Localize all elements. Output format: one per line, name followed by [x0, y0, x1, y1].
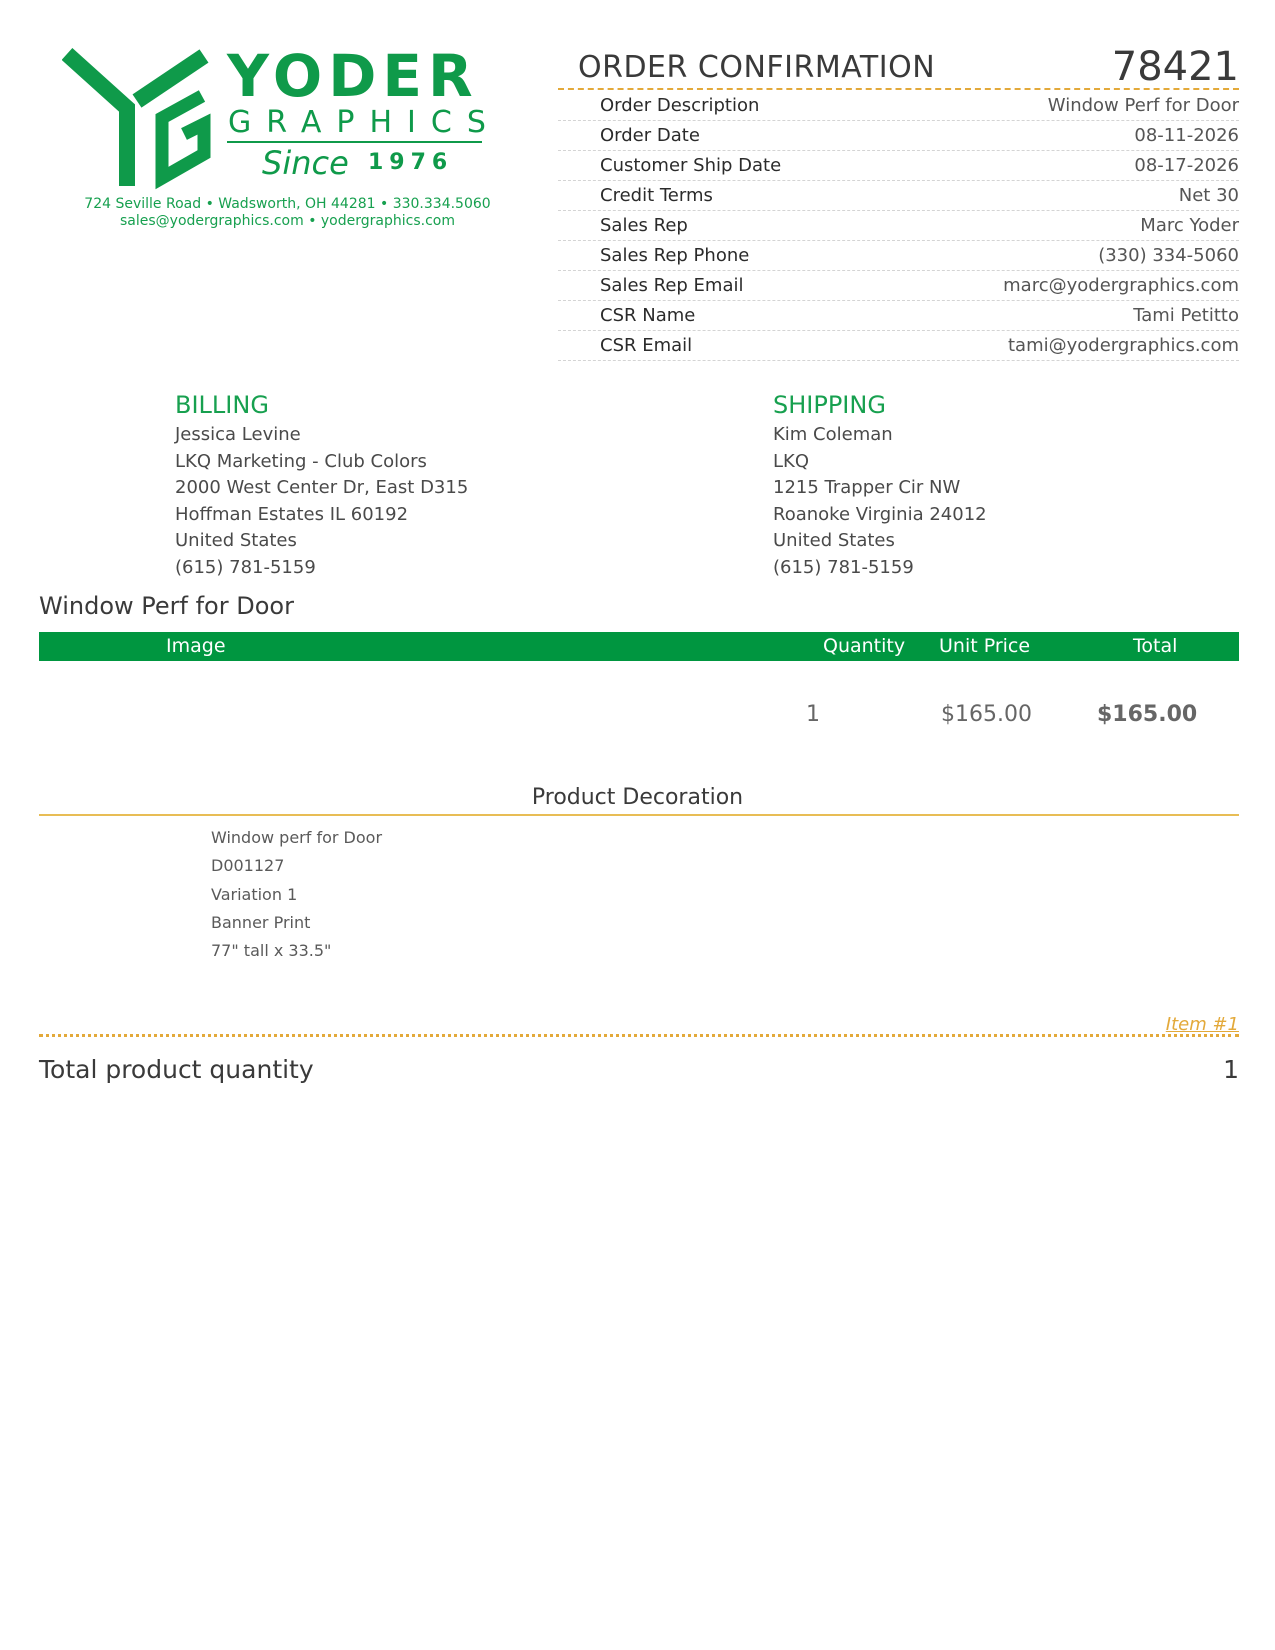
detail-row-sales-rep-email	[558, 271, 1239, 301]
shipping-company: LKQ	[773, 450, 809, 472]
detail-value[interactable]: marc@yodergraphics.com	[1003, 275, 1239, 296]
item-number-label: Item #1	[1165, 1014, 1239, 1035]
shipping-city-state-zip: Roanoke Virginia 24012	[773, 503, 987, 525]
detail-value[interactable]: tami@yodergraphics.com	[1007, 335, 1239, 356]
detail-label: CSR Email	[600, 335, 693, 356]
detail-row-sales-rep	[558, 211, 1239, 241]
shipping-address	[773, 422, 987, 582]
detail-value: Tami Petitto	[1133, 305, 1239, 326]
billing-phone: (615) 781-5159	[175, 556, 316, 578]
product-quantity: 1	[806, 702, 820, 727]
detail-value: Window Perf for Door	[1047, 95, 1239, 116]
detail-label: Sales Rep Email	[600, 275, 744, 296]
detail-label: Order Date	[600, 125, 700, 146]
shipping-heading: SHIPPING	[773, 391, 886, 419]
billing-address	[175, 422, 468, 582]
billing-company: LKQ Marketing - Club Colors	[175, 450, 427, 472]
logo-name-bottom: GRAPHICS	[228, 105, 501, 140]
billing-country: United States	[175, 530, 297, 552]
product-title: Window Perf for Door	[39, 592, 294, 620]
billing-name: Jessica Levine	[175, 424, 301, 445]
detail-label: Customer Ship Date	[600, 155, 782, 176]
product-unit-price: $165.00	[941, 702, 1032, 727]
logo-monogram-icon	[67, 54, 204, 186]
total-quantity-label: Total product quantity	[39, 1055, 314, 1084]
order-details-table	[558, 91, 1239, 361]
decoration-method: Banner Print	[211, 913, 311, 932]
detail-row-order-date	[558, 121, 1239, 151]
column-header-image: Image	[166, 635, 226, 657]
company-logo	[62, 46, 512, 196]
decoration-code: D001127	[211, 856, 285, 875]
logo-since-year: 1976	[368, 150, 454, 175]
decoration-name: Window perf for Door	[211, 828, 383, 847]
order-number: 78421	[1111, 44, 1239, 90]
item-divider	[39, 1034, 1239, 1037]
column-header-unit-price: Unit Price	[939, 635, 1031, 657]
detail-value: (330) 334-5060	[1098, 245, 1239, 266]
detail-label: Order Description	[600, 95, 760, 116]
detail-value: 08-17-2026	[1134, 155, 1239, 176]
shipping-country: United States	[773, 530, 895, 552]
company-contact-line-2: sales@yodergraphics.com • yodergraphics.com	[120, 213, 455, 229]
order-title: ORDER CONFIRMATION	[578, 50, 936, 85]
product-decoration-divider	[39, 814, 1239, 816]
detail-row-customer-ship-date	[558, 151, 1239, 181]
detail-row-sales-rep-phone	[558, 241, 1239, 271]
product-table-header	[39, 632, 1239, 661]
order-header-divider	[558, 88, 1239, 90]
detail-value: Marc Yoder	[1140, 215, 1239, 236]
billing-heading: BILLING	[175, 391, 269, 419]
shipping-phone: (615) 781-5159	[773, 556, 914, 578]
product-decoration-title: Product Decoration	[531, 785, 744, 810]
logo-since-script: Since	[262, 144, 349, 182]
detail-value: 08-11-2026	[1134, 125, 1239, 146]
billing-street: 2000 West Center Dr, East D315	[175, 477, 469, 499]
column-header-quantity: Quantity	[823, 635, 906, 657]
detail-row-credit-terms	[558, 181, 1239, 211]
detail-value: Net 30	[1178, 185, 1239, 206]
detail-row-csr-email	[558, 331, 1239, 361]
company-contact-line-1: 724 Seville Road • Wadsworth, OH 44281 • 330.334.5060	[84, 196, 491, 212]
detail-label: Sales Rep	[600, 215, 688, 236]
detail-row-order-description	[558, 91, 1239, 121]
total-quantity-value: 1	[1223, 1055, 1239, 1084]
decoration-size: 77" tall x 33.5"	[211, 941, 332, 960]
detail-label: Sales Rep Phone	[600, 245, 750, 266]
column-header-total: Total	[1133, 635, 1178, 657]
logo-name-top: YODER	[227, 46, 479, 110]
detail-label: CSR Name	[600, 305, 696, 326]
shipping-name: Kim Coleman	[773, 424, 893, 445]
decoration-variation: Variation 1	[211, 885, 298, 904]
billing-city-state-zip: Hoffman Estates IL 60192	[175, 503, 409, 525]
product-total: $165.00	[1097, 702, 1198, 727]
detail-row-csr-name	[558, 301, 1239, 331]
detail-label: Credit Terms	[600, 185, 713, 206]
shipping-street: 1215 Trapper Cir NW	[773, 477, 961, 499]
